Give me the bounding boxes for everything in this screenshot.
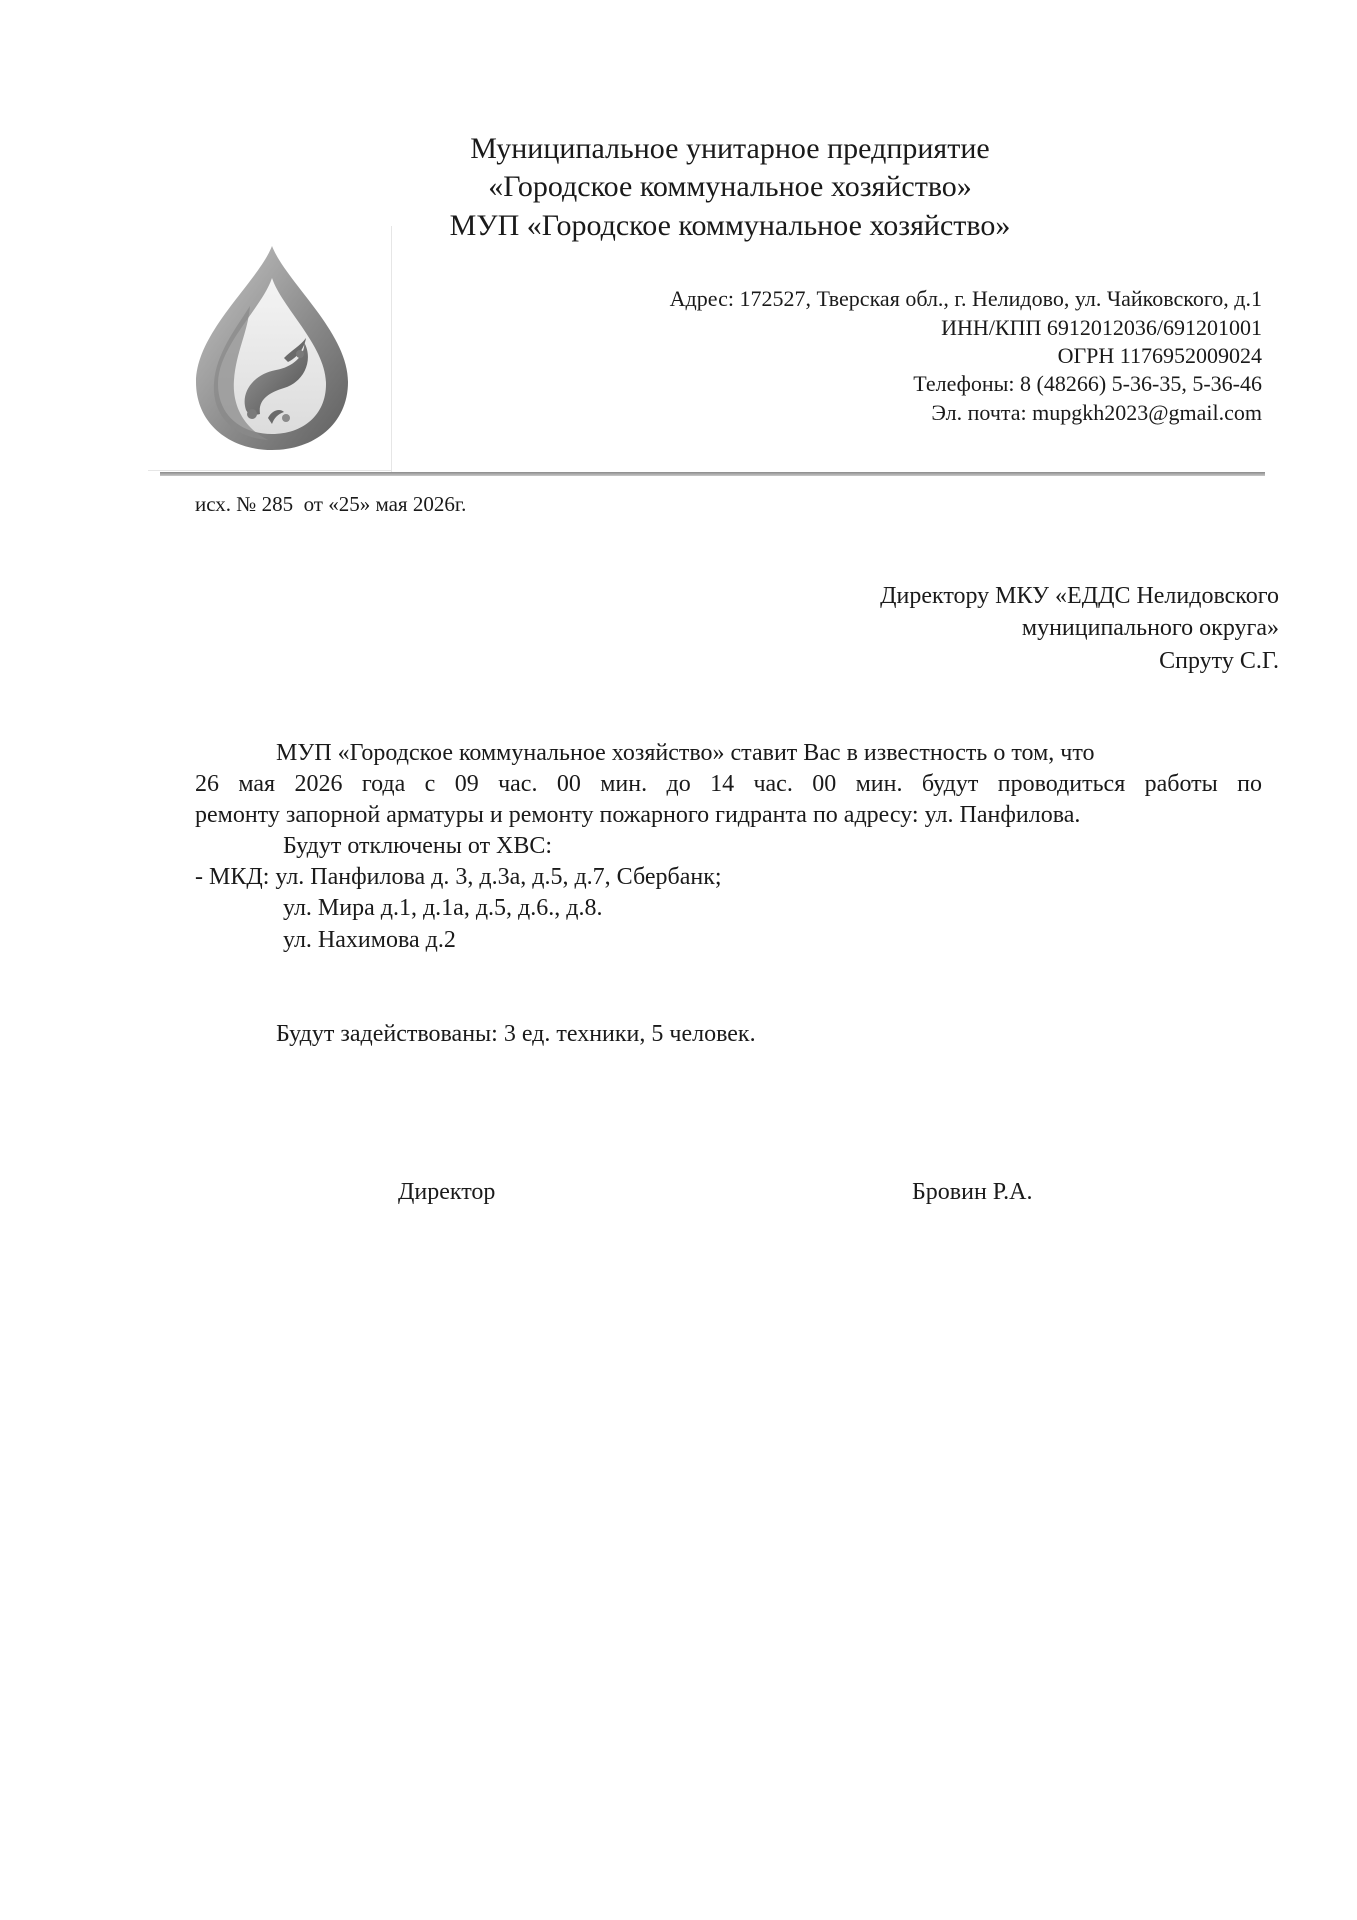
org-phones: Телефоны: 8 (48266) 5-36-35, 5-36-46 (913, 371, 1262, 396)
logo-frame-divider-bottom (148, 470, 391, 471)
signature-title: Директор (398, 1179, 496, 1205)
notice-paragraph-line2: 26 мая 2026 года с 09 час. 00 мин. до 14 час. 00 мин. будут проводиться работы по (195, 771, 1262, 797)
list-item: ул. Нахимова д.2 (283, 927, 456, 953)
notice-paragraph-line1: МУП «Городское коммунальное хозяйство» ставит Вас в известность о том, что (276, 740, 1095, 766)
org-name-line1: Муниципальное унитарное предприятие (470, 132, 990, 165)
signature-name: Бровин Р.А. (912, 1179, 1033, 1205)
org-email: Эл. почта: mupgkh2023@gmail.com (931, 400, 1262, 425)
org-address: Адрес: 172527, Тверская обл., г. Нелидово, ул. Чайковского, д.1 (669, 286, 1262, 311)
org-name-line3: МУП «Городское коммунальное хозяйство» (449, 209, 1011, 242)
list-item: ул. Мира д.1, д.1а, д.5, д.6., д.8. (283, 895, 603, 921)
water-drop-logo-icon (188, 242, 356, 454)
addressee-line1: Директору МКУ «ЕДДС Нелидовского (880, 583, 1279, 609)
logo-frame-divider (391, 226, 392, 472)
header-divider (160, 472, 1265, 476)
org-ogrn: ОГРН 1176952009024 (1057, 343, 1262, 368)
org-inn-kpp: ИНН/КПП 6912012036/691201001 (941, 315, 1262, 340)
addressee-line2: муниципального округа» (1021, 615, 1279, 641)
list-item: - МКД: ул. Панфилова д. 3, д.3а, д.5, д.7, Сбербанк; (195, 864, 722, 890)
equipment-note: Будут задействованы: 3 ед. техники, 5 человек. (276, 1021, 756, 1047)
org-name-line2: «Городское коммунальное хозяйство» (488, 170, 972, 203)
notice-paragraph-line3: ремонту запорной арматуры и ремонту пожарного гидранта по адресу: ул. Панфилова. (195, 802, 1081, 828)
addressee-line3: Спруту С.Г. (1159, 648, 1279, 674)
outgoing-number: исх. № 285 от «25» мая 2026г. (195, 492, 467, 516)
disconnection-heading: Будут отключены от ХВС: (283, 833, 553, 859)
